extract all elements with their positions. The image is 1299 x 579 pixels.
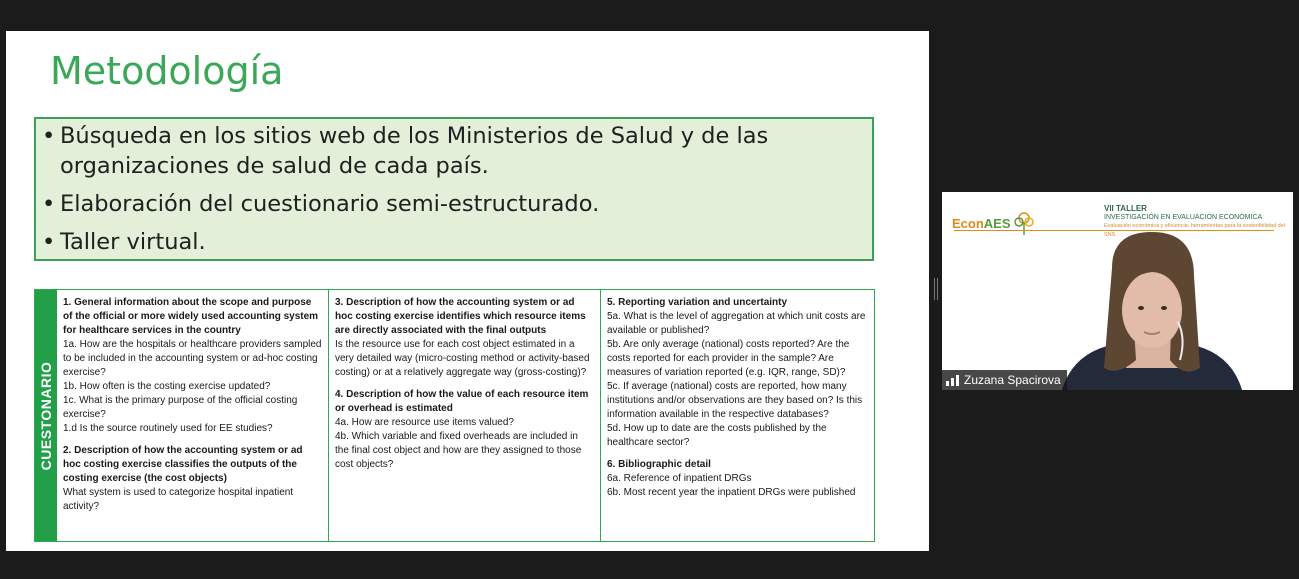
participant-name: Zuzana Spacirova	[964, 373, 1061, 387]
question-text: 1a. How are the hospitals or healthcare providers sampled to be included in the accounting system or ad-hoc costing exercise?	[63, 339, 322, 378]
bullet-item	[42, 121, 862, 181]
table-column-3	[601, 290, 874, 541]
participant-name-bar	[942, 370, 1067, 390]
section-heading: 1. General information about the scope and purpose of the official or more widely used accounting system for healthcare services in the country	[63, 297, 319, 336]
question-text: What system is used to categorize hospital inpatient activity?	[63, 487, 294, 512]
question-text: 1.d Is the source routinely used for EE studies?	[63, 423, 273, 434]
question-text: 5b. Are only average (national) costs reported? Are the costs reported for each provider in the sample? Are measures of variation reported (e.g. IQR, range, SD)?	[607, 339, 850, 378]
section-heading: 2. Description of how the accounting system or ad hoc costing exercise classifies the outputs of the costing exercise (the cost objects)	[63, 445, 303, 484]
splitter-handle[interactable]	[934, 278, 938, 300]
bullet-dot-icon: •	[42, 191, 56, 217]
bullet-text: Búsqueda en los sitios web de los Ministerios de Salud y de las organizaciones de salud de cada país.	[60, 123, 769, 179]
presentation-slide	[6, 31, 929, 551]
bullet-dot-icon: •	[42, 229, 56, 255]
bullet-box	[34, 117, 874, 261]
section-heading: 4. Description of how the value of each resource item or overhead is estimated	[335, 389, 589, 414]
banner-title: VII TALLER	[1104, 204, 1147, 213]
questionnaire-side-label	[35, 290, 57, 541]
question-text: 1b. How often is the costing exercise updated?	[63, 381, 271, 392]
connection-signal-icon	[946, 374, 959, 386]
question-text: 1c. What is the primary purpose of the official costing exercise?	[63, 395, 298, 420]
questionnaire-table	[34, 289, 875, 542]
section-heading: 3. Description of how the accounting system or ad hoc costing exercise identifies which resource items are directly associated with the final outputs	[335, 297, 586, 336]
table-column-2	[329, 290, 601, 541]
participant-video-feed	[1052, 228, 1252, 390]
question-text: 4a. How are resource use items valued?	[335, 417, 514, 428]
question-text: 4b. Which variable and fixed overheads are included in the final cost object and how are they assigned to those cost objects?	[335, 431, 582, 470]
bullet-item	[42, 189, 862, 219]
question-text: 5a. What is the level of aggregation at which unit costs are available or published?	[607, 311, 866, 336]
bullet-item	[42, 227, 862, 257]
section-heading: 5. Reporting variation and uncertainty	[607, 297, 788, 308]
bullet-dot-icon: •	[42, 123, 56, 149]
tree-logo-icon	[1011, 210, 1037, 236]
banner-small-text: Evaluación económica y eficiencia: herramientas para la sostenibilidad del SNS	[1104, 223, 1285, 238]
side-label-text: CUESTONARIO	[38, 361, 54, 470]
participant-video-tile[interactable]	[942, 192, 1293, 390]
bullet-text: Elaboración del cuestionario semi-estructurado.	[60, 191, 600, 217]
slide-title: Metodología	[50, 49, 284, 93]
question-text: 5c. If average (national) costs are reported, how many institutions and/or observations are they based on? Is this information available in the respective databases?	[607, 381, 863, 420]
table-column-1	[57, 290, 329, 541]
bullet-text: Taller virtual.	[60, 229, 206, 255]
banner-subtitle: INVESTIGACIÓN EN EVALUACIÓN ECONÓMICA	[1104, 214, 1263, 221]
question-text: 6b. Most recent year the inpatient DRGs were published	[607, 487, 856, 498]
econaes-logo: EconAES	[952, 210, 1037, 236]
section-heading: 6. Bibliographic detail	[607, 459, 711, 470]
question-text: 5d. How up to date are the costs published by the healthcare sector?	[607, 423, 827, 448]
question-text: Is the resource use for each cost object estimated in a very detailed way (micro-costing method or activity-based costing) or at a relatively aggregate way (gross-costing)?	[335, 339, 590, 378]
question-text: 6a. Reference of inpatient DRGs	[607, 473, 752, 484]
